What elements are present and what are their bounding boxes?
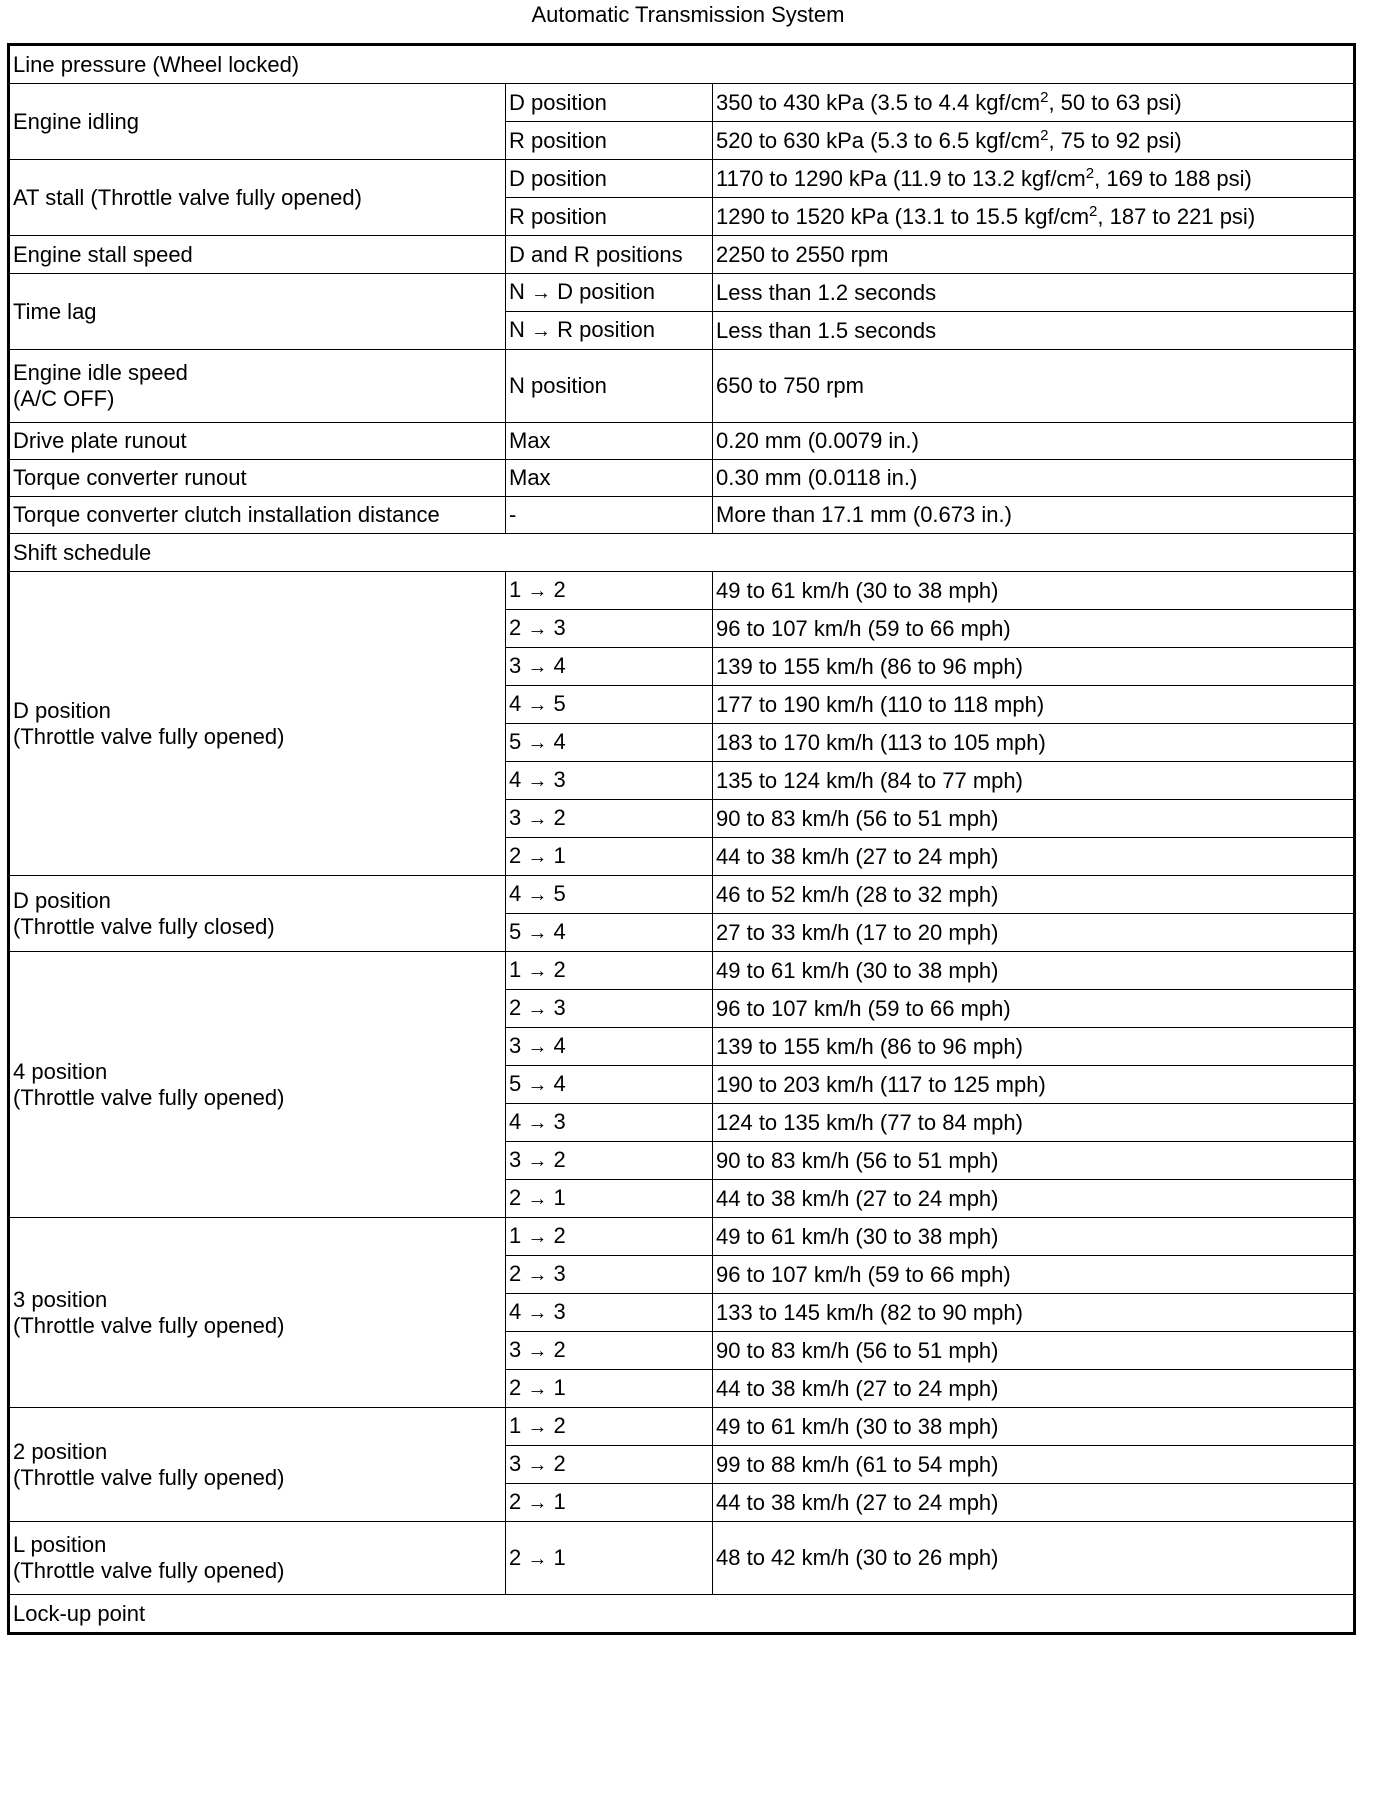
tc-clutch-label [9, 497, 506, 534]
label-text: (A/C OFF) [13, 386, 115, 411]
condition-cell [506, 686, 713, 724]
table-row [9, 84, 1355, 122]
pressure-value: 1290 to 1520 kPa (13.1 to 15.5 kgf/cm [716, 203, 1090, 229]
arrow-icon: → [527, 1188, 548, 1210]
value-cell [713, 497, 1355, 534]
shift-group-label [9, 952, 506, 1218]
shift-from: 1 [509, 577, 522, 602]
shift-to: D position [557, 279, 655, 304]
shift-to: 4 [553, 653, 566, 678]
value-text: 44 to 38 km/h (27 to 24 mph) [716, 1185, 999, 1211]
arrow-icon: → [531, 320, 552, 342]
label-text: D position [13, 697, 111, 723]
condition-cell [506, 990, 713, 1028]
value-cell [713, 1104, 1355, 1142]
label-text: 2 position [13, 1438, 108, 1464]
arrow-icon: → [527, 1547, 548, 1570]
arrow-icon: → [527, 1378, 548, 1400]
shift-to: 1 [553, 1489, 566, 1514]
label-text: D position [13, 887, 111, 913]
arrow-icon: → [527, 1264, 548, 1286]
shift-from: 3 [509, 1337, 522, 1362]
shift-from: 1 [509, 1413, 522, 1438]
arrow-icon: → [527, 1492, 548, 1514]
condition-cell [506, 1408, 713, 1446]
arrow-icon: → [527, 922, 548, 944]
condition-cell [506, 876, 713, 914]
value-cell [713, 84, 1355, 122]
table-row [9, 1408, 1355, 1446]
shift-from: N [509, 317, 525, 342]
label-text: Engine idling [13, 108, 139, 134]
shift-from: 4 [509, 767, 522, 792]
table-row [9, 572, 1355, 610]
value-cell [713, 1484, 1355, 1522]
value-text: 99 to 88 km/h (61 to 54 mph) [716, 1451, 999, 1477]
engine-stall-label [9, 236, 506, 274]
condition-text: - [509, 502, 517, 527]
shift-group-label [9, 1218, 506, 1408]
value-text: 44 to 38 km/h (27 to 24 mph) [716, 1375, 999, 1401]
section-header-text: Line pressure (Wheel locked) [13, 51, 300, 77]
value-cell [713, 1370, 1355, 1408]
shift-from: 4 [509, 1109, 522, 1134]
arrow-icon: → [527, 808, 548, 830]
condition-cell [506, 724, 713, 762]
value-text: 96 to 107 km/h (59 to 66 mph) [716, 1261, 1011, 1287]
condition-cell [506, 84, 713, 122]
condition-cell [506, 423, 713, 460]
label-text: (Throttle valve fully opened) [13, 1558, 285, 1583]
value-cell [713, 686, 1355, 724]
condition-cell [506, 1142, 713, 1180]
value-cell [713, 648, 1355, 686]
condition-cell [506, 122, 713, 160]
condition-cell [506, 1370, 713, 1408]
shift-to: 3 [553, 1299, 566, 1324]
value-cell [713, 423, 1355, 460]
table-row [9, 497, 1355, 534]
section-header-text: Shift schedule [13, 539, 152, 565]
table-row [9, 952, 1355, 990]
value-text: 0.20 mm (0.0079 in.) [716, 428, 919, 453]
condition-text: D position [509, 89, 607, 115]
table-row [9, 1595, 1355, 1634]
value-text: More than 17.1 mm (0.673 in.) [716, 502, 1012, 527]
value-text: Less than 1.2 seconds [716, 279, 937, 305]
value-text: 44 to 38 km/h (27 to 24 mph) [716, 1489, 999, 1515]
label-text: Drive plate runout [13, 428, 187, 453]
shift-from: 2 [509, 615, 522, 640]
value-text: 190 to 203 km/h (117 to 125 mph) [716, 1071, 1046, 1097]
label-text: AT stall (Throttle valve fully opened) [13, 184, 362, 210]
value-text: 49 to 61 km/h (30 to 38 mph) [716, 1413, 999, 1439]
condition-text: Max [509, 465, 551, 490]
arrow-icon: → [527, 580, 548, 602]
table-row [9, 45, 1355, 84]
idle-speed-label [9, 350, 506, 423]
table-row [9, 423, 1355, 460]
at-stall-label [9, 160, 506, 236]
value-cell [713, 1066, 1355, 1104]
shift-to: 3 [553, 1109, 566, 1134]
shift-to: 3 [553, 767, 566, 792]
condition-text: Max [509, 428, 551, 453]
value-text: 177 to 190 km/h (110 to 118 mph) [716, 691, 1045, 717]
shift-from: 1 [509, 1223, 522, 1248]
value-cell [713, 1446, 1355, 1484]
condition-cell [506, 497, 713, 534]
pressure-value-tail: , 75 to 92 psi) [1048, 127, 1182, 153]
table-row [9, 274, 1355, 312]
pressure-value: 520 to 630 kPa (5.3 to 6.5 kgf/cm [716, 127, 1041, 153]
table-row [9, 160, 1355, 198]
table-row [9, 460, 1355, 497]
shift-to: 3 [553, 615, 566, 640]
label-text: (Throttle valve fully opened) [13, 723, 285, 749]
shift-group-label [9, 876, 506, 952]
value-text: 90 to 83 km/h (56 to 51 mph) [716, 1337, 999, 1363]
condition-cell [506, 198, 713, 236]
shift-from: 4 [509, 1299, 522, 1324]
shift-from: 3 [509, 805, 522, 830]
value-text: 49 to 61 km/h (30 to 38 mph) [716, 577, 999, 603]
condition-cell [506, 1256, 713, 1294]
condition-cell [506, 1066, 713, 1104]
condition-cell [506, 460, 713, 497]
value-text: 0.30 mm (0.0118 in.) [716, 465, 918, 490]
value-cell [713, 1180, 1355, 1218]
table-row [9, 1218, 1355, 1256]
value-text: 44 to 38 km/h (27 to 24 mph) [716, 843, 999, 869]
shift-from: 3 [509, 1147, 522, 1172]
arrow-icon: → [527, 960, 548, 982]
shift-from: 1 [509, 957, 522, 982]
shift-from: 2 [509, 1261, 522, 1286]
time-lag-label [9, 274, 506, 350]
arrow-icon: → [531, 282, 552, 304]
value-cell [713, 460, 1355, 497]
superscript-2: 2 [1040, 88, 1049, 106]
tc-runout-label [9, 460, 506, 497]
value-text: 650 to 750 rpm [716, 373, 864, 398]
condition-cell [506, 1218, 713, 1256]
shift-from: 2 [509, 1375, 522, 1400]
shift-from: 2 [509, 995, 522, 1020]
superscript-2: 2 [1040, 126, 1049, 144]
value-cell [713, 990, 1355, 1028]
shift-to: 2 [553, 577, 566, 602]
value-text: 27 to 33 km/h (17 to 20 mph) [716, 919, 999, 945]
value-cell [713, 1256, 1355, 1294]
value-cell [713, 724, 1355, 762]
value-text: 124 to 135 km/h (77 to 84 mph) [716, 1109, 1023, 1135]
condition-cell [506, 236, 713, 274]
shift-to: 2 [553, 1337, 566, 1362]
condition-cell [506, 1104, 713, 1142]
condition-cell [506, 610, 713, 648]
arrow-icon: → [527, 1036, 548, 1058]
shift-from: 3 [509, 1033, 522, 1058]
value-cell [713, 160, 1355, 198]
shift-to: 4 [553, 1071, 566, 1096]
condition-cell [506, 648, 713, 686]
shift-from: 2 [509, 843, 522, 868]
shift-from: N [509, 279, 525, 304]
value-cell [713, 610, 1355, 648]
section-header-text: Lock-up point [13, 1600, 146, 1626]
shift-to: 3 [553, 995, 566, 1020]
condition-cell [506, 350, 713, 423]
pressure-value-tail: , 169 to 188 psi) [1094, 165, 1252, 191]
value-text: 49 to 61 km/h (30 to 38 mph) [716, 1223, 999, 1249]
condition-text: R position [509, 127, 607, 153]
pressure-value-tail: , 187 to 221 psi) [1097, 203, 1256, 229]
arrow-icon: → [527, 1226, 548, 1248]
spec-table [7, 43, 1356, 1635]
value-text: 96 to 107 km/h (59 to 66 mph) [716, 995, 1011, 1021]
shift-to: R position [557, 317, 655, 342]
condition-text: D and R positions [509, 241, 683, 267]
shift-from: 3 [509, 653, 522, 678]
arrow-icon: → [527, 770, 548, 792]
condition-cell [506, 914, 713, 952]
condition-cell [506, 952, 713, 990]
shift-from: 4 [509, 691, 522, 716]
value-cell [713, 876, 1355, 914]
engine-idling-label [9, 84, 506, 160]
arrow-icon: → [527, 618, 548, 640]
shift-from: 4 [509, 881, 522, 906]
shift-from: 3 [509, 1451, 522, 1476]
condition-cell [506, 1446, 713, 1484]
value-cell [713, 1218, 1355, 1256]
shift-from: 2 [509, 1489, 522, 1514]
shift-group-label [9, 1408, 506, 1522]
shift-from: 2 [509, 1185, 522, 1210]
value-text: 96 to 107 km/h (59 to 66 mph) [716, 615, 1011, 641]
shift-to: 5 [553, 691, 566, 716]
arrow-icon: → [527, 694, 548, 716]
condition-text: N position [509, 373, 607, 398]
condition-cell [506, 1294, 713, 1332]
label-text: (Throttle valve fully opened) [13, 1084, 285, 1110]
condition-cell [506, 160, 713, 198]
pressure-value: 350 to 430 kPa (3.5 to 4.4 kgf/cm [716, 89, 1041, 115]
label-text: L position [13, 1532, 107, 1557]
value-text: 48 to 42 km/h (30 to 26 mph) [716, 1545, 999, 1570]
shift-to: 2 [553, 1147, 566, 1172]
label-text: Torque converter runout [13, 465, 247, 490]
page-title: Automatic Transmission System [531, 2, 845, 27]
value-cell [713, 1522, 1355, 1595]
value-cell [713, 236, 1355, 274]
condition-cell [506, 572, 713, 610]
value-cell [713, 198, 1355, 236]
shift-from: 5 [509, 729, 522, 754]
label-text: 3 position [13, 1286, 108, 1312]
condition-cell [506, 1522, 713, 1595]
value-text: 135 to 124 km/h (84 to 77 mph) [716, 767, 1023, 793]
drive-plate-label [9, 423, 506, 460]
arrow-icon: → [527, 1112, 548, 1134]
pressure-value: 1170 to 1290 kPa (11.9 to 13.2 kgf/cm [716, 165, 1086, 191]
label-text: 4 position [13, 1058, 108, 1084]
shift-from: 2 [509, 1544, 522, 1570]
arrow-icon: → [527, 846, 548, 868]
condition-cell [506, 1484, 713, 1522]
shift-to: 3 [553, 1261, 566, 1286]
value-text: 183 to 170 km/h (113 to 105 mph) [716, 729, 1046, 755]
spec-table-body [9, 45, 1355, 1634]
shift-group-label [9, 1522, 506, 1595]
condition-text: R position [509, 203, 607, 229]
value-cell [713, 1028, 1355, 1066]
shift-to: 1 [553, 1375, 566, 1400]
condition-cell [506, 1332, 713, 1370]
shift-from: 5 [509, 919, 522, 944]
arrow-icon: → [527, 1074, 548, 1096]
arrow-icon: → [527, 884, 548, 906]
label-text: (Throttle valve fully opened) [13, 1312, 285, 1338]
value-cell [713, 914, 1355, 952]
section-header-shift-schedule [9, 534, 1355, 572]
value-cell [713, 838, 1355, 876]
arrow-icon: → [527, 1302, 548, 1324]
arrow-icon: → [527, 1340, 548, 1362]
section-header-line-pressure [9, 45, 1355, 84]
arrow-icon: → [527, 998, 548, 1020]
condition-text: D position [509, 165, 607, 191]
shift-to: 2 [553, 957, 566, 982]
label-text: Engine idle speed [13, 360, 188, 385]
value-cell [713, 762, 1355, 800]
condition-cell [506, 312, 713, 350]
arrow-icon: → [527, 1416, 548, 1438]
value-cell [713, 122, 1355, 160]
shift-to: 4 [553, 919, 566, 944]
shift-to: 1 [553, 1185, 566, 1210]
value-text: 133 to 145 km/h (82 to 90 mph) [716, 1299, 1023, 1325]
value-cell [713, 312, 1355, 350]
shift-to: 1 [553, 1544, 566, 1570]
section-header-lockup [9, 1595, 1355, 1634]
value-cell [713, 274, 1355, 312]
shift-to: 2 [553, 1413, 566, 1438]
value-cell [713, 1408, 1355, 1446]
table-row [9, 1522, 1355, 1595]
table-row [9, 876, 1355, 914]
value-cell [713, 1142, 1355, 1180]
value-cell [713, 952, 1355, 990]
superscript-2: 2 [1085, 164, 1095, 182]
shift-to: 2 [553, 805, 566, 830]
value-cell [713, 1332, 1355, 1370]
condition-cell [506, 838, 713, 876]
value-cell [713, 350, 1355, 423]
shift-to: 5 [553, 881, 566, 906]
shift-group-label [9, 572, 506, 876]
value-text: 90 to 83 km/h (56 to 51 mph) [716, 1147, 999, 1173]
condition-cell [506, 1180, 713, 1218]
condition-cell [506, 274, 713, 312]
arrow-icon: → [527, 1454, 548, 1476]
value-text: 139 to 155 km/h (86 to 96 mph) [716, 1033, 1023, 1059]
condition-cell [506, 800, 713, 838]
pressure-value-tail: , 50 to 63 psi) [1048, 89, 1182, 115]
arrow-icon: → [527, 656, 548, 678]
value-text: 139 to 155 km/h (86 to 96 mph) [716, 653, 1023, 679]
shift-from: 5 [509, 1071, 522, 1096]
condition-cell [506, 762, 713, 800]
value-text: 46 to 52 km/h (28 to 32 mph) [716, 881, 999, 907]
shift-to: 1 [553, 843, 566, 868]
shift-to: 4 [553, 729, 566, 754]
arrow-icon: → [527, 732, 548, 754]
value-text: 2250 to 2550 rpm [716, 241, 889, 267]
value-text: 49 to 61 km/h (30 to 38 mph) [716, 957, 999, 983]
shift-to: 2 [553, 1223, 566, 1248]
label-text: Torque converter clutch installation distance [13, 502, 440, 527]
value-cell [713, 1294, 1355, 1332]
value-text: Less than 1.5 seconds [716, 317, 937, 343]
label-text: Engine stall speed [13, 241, 193, 267]
value-cell [713, 800, 1355, 838]
shift-to: 2 [553, 1451, 566, 1476]
condition-cell [506, 1028, 713, 1066]
value-text: 90 to 83 km/h (56 to 51 mph) [716, 805, 999, 831]
arrow-icon: → [527, 1150, 548, 1172]
superscript-2: 2 [1089, 202, 1098, 220]
label-text: (Throttle valve fully closed) [13, 913, 275, 939]
label-text: (Throttle valve fully opened) [13, 1464, 285, 1490]
label-text: Time lag [13, 298, 97, 324]
table-row [9, 534, 1355, 572]
value-cell [713, 572, 1355, 610]
shift-to: 4 [553, 1033, 566, 1058]
table-row [9, 236, 1355, 274]
table-row [9, 350, 1355, 423]
